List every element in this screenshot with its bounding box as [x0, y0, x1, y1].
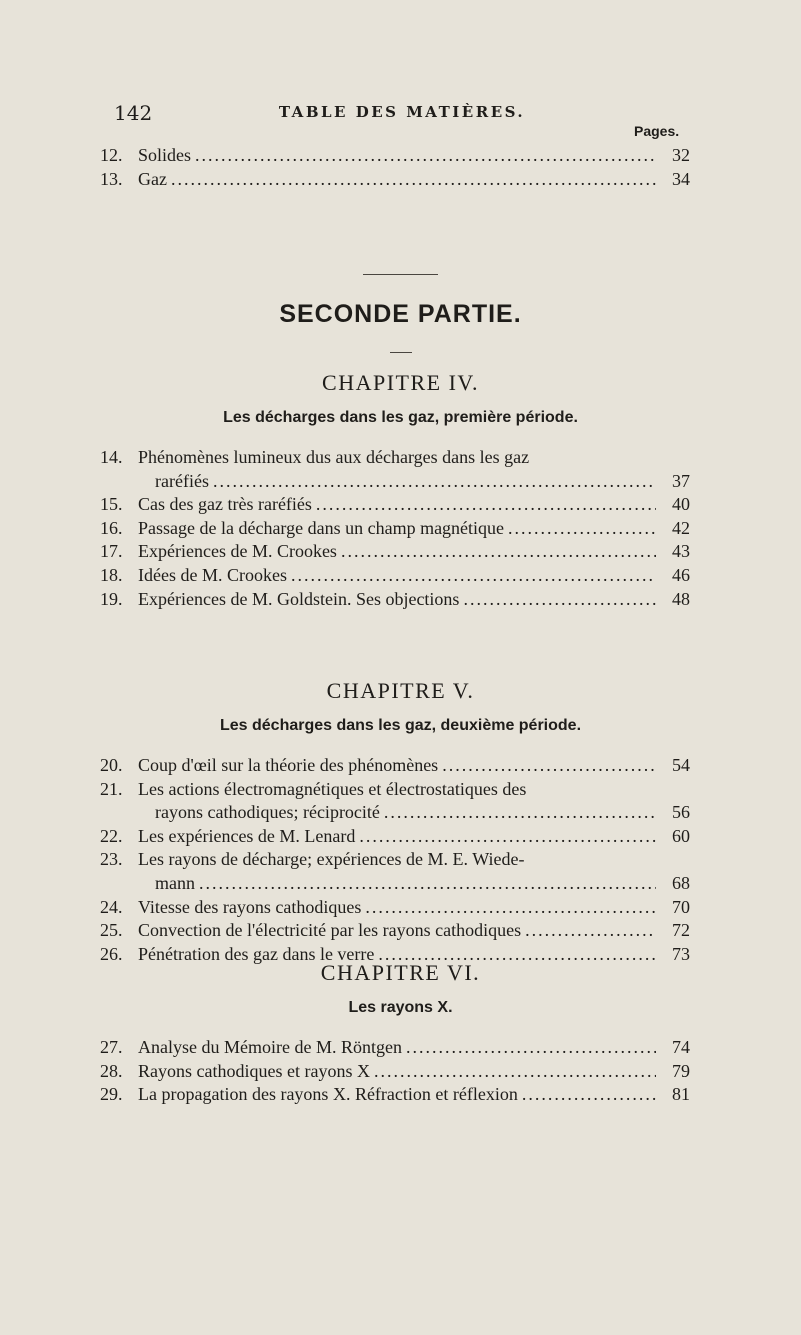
toc-entry-line — [100, 491, 690, 517]
toc-entry-line — [100, 1081, 690, 1107]
toc-entry-title: raréfiés — [155, 470, 209, 491]
toc-entry-number: 24. — [100, 896, 123, 917]
toc-entry-number: 16. — [100, 517, 123, 538]
toc-entry-line — [100, 846, 690, 872]
toc-entry-line — [100, 538, 690, 564]
toc-entry-text — [138, 444, 690, 470]
toc-entry-number: 19. — [100, 588, 123, 609]
toc-entry-title: Idées de M. Crookes — [138, 565, 287, 585]
toc-entry-line — [100, 515, 690, 541]
toc-entry-number: 23. — [100, 849, 123, 870]
toc-entry-line — [100, 562, 690, 588]
toc-entry-title: Phénomènes lumineux dus aux décharges dans les gaz — [138, 447, 530, 467]
leader-dots — [199, 870, 656, 896]
leader-dots — [316, 491, 656, 517]
toc-entry-title: Convection de l'électricité par les rayons cathodiques — [138, 920, 522, 941]
toc-entry-title: Analyse du Mémoire de M. Röntgen — [138, 1037, 402, 1057]
toc-entry-number: 17. — [100, 541, 123, 562]
toc-entry-text — [138, 752, 690, 778]
toc-entry-title: Passage de la décharge dans un champ magnétique — [138, 517, 505, 538]
toc-entry-number: 28. — [100, 1060, 123, 1081]
toc-entry-page: 74 — [672, 1037, 690, 1057]
toc-entry-line — [100, 776, 690, 802]
toc-entry-text — [155, 870, 690, 896]
toc-entry-title: Expériences de M. Crookes — [138, 541, 337, 562]
toc-entry-text — [138, 776, 690, 802]
leader-dots — [508, 515, 656, 541]
divider-rule — [390, 352, 412, 353]
toc-entry-number: 25. — [100, 920, 123, 941]
toc-entry-title: Gaz — [138, 168, 167, 189]
leader-dots — [463, 586, 656, 612]
toc-entry-page: 68 — [672, 873, 690, 893]
leader-dots — [359, 823, 656, 849]
toc-entry-text — [138, 1058, 690, 1084]
chapter-subtitle: Les décharges dans les gaz, première période. — [223, 409, 578, 426]
toc-entry-title: Cas des gaz très raréfiés — [138, 494, 312, 515]
toc-entry-number: 14. — [100, 447, 123, 467]
leader-dots — [291, 562, 656, 588]
leader-dots — [406, 1034, 656, 1060]
toc-entry-line — [100, 586, 690, 612]
toc-entry-page: 37 — [672, 470, 690, 491]
toc-entry-title: Coup d'œil sur la théorie des phénomènes — [138, 755, 439, 775]
toc-entry-text — [138, 894, 690, 920]
leader-dots — [525, 917, 656, 943]
toc-entry-title: Les rayons de décharge; expériences de M. E. Wiede- — [138, 849, 525, 870]
toc-entry-text — [155, 468, 690, 494]
toc-entry-title: Les expériences de M. Lenard — [138, 825, 356, 846]
part-title: SECONDE PARTIE. — [279, 300, 522, 328]
toc-entry-page: 34 — [672, 168, 690, 189]
toc-entry-number: 29. — [100, 1084, 123, 1105]
toc-entry-number: 21. — [100, 778, 123, 799]
toc-entry-number: 12. — [100, 145, 123, 165]
toc-entry-page: 42 — [672, 517, 690, 538]
toc-entry-title: Les actions électromagnétiques et électrostatiques des — [138, 778, 527, 799]
toc-entry-line — [100, 894, 690, 920]
toc-entry-page: 43 — [672, 541, 690, 562]
page-header — [114, 101, 690, 125]
toc-entry-text — [138, 846, 690, 872]
toc-entry-line — [100, 444, 690, 470]
toc-entry-line — [100, 1058, 690, 1084]
leader-dots — [341, 538, 656, 564]
toc-entry-number: 13. — [100, 168, 123, 189]
pages-column-label: Pages. — [634, 123, 680, 139]
leader-dots — [374, 1058, 656, 1084]
toc-entry-line — [100, 142, 690, 168]
toc-entry-number: 20. — [100, 755, 123, 775]
toc-entry-page: 32 — [672, 145, 690, 165]
toc-entry-text — [138, 586, 690, 612]
toc-entry-page: 48 — [672, 588, 690, 609]
divider-rule — [363, 274, 438, 275]
toc-entry-line — [100, 166, 690, 192]
leader-dots — [195, 142, 656, 168]
toc-entry-line — [100, 1034, 690, 1060]
toc-entry-page: 60 — [672, 825, 690, 846]
leader-dots — [171, 166, 656, 192]
chapter-title: CHAPITRE V. — [326, 678, 475, 703]
toc-entry-title: Vitesse des rayons cathodiques — [138, 896, 362, 917]
chapter-title: CHAPITRE IV. — [322, 370, 479, 395]
toc-entry-line — [100, 870, 690, 896]
toc-entry-text — [138, 562, 690, 588]
toc-entry-text — [138, 823, 690, 849]
toc-entry-text — [138, 538, 690, 564]
leader-dots — [522, 1081, 656, 1107]
toc-entry-page: 54 — [672, 755, 690, 775]
toc-entry-title: mann — [155, 873, 195, 893]
leader-dots — [213, 468, 656, 494]
toc-entry-page: 79 — [672, 1060, 690, 1081]
leader-dots — [442, 752, 656, 778]
toc-entry-number: 18. — [100, 565, 123, 585]
toc-entry-text — [138, 917, 690, 943]
toc-entry-title: Expériences de M. Goldstein. Ses objections — [138, 588, 460, 609]
toc-entry-text — [138, 1034, 690, 1060]
toc-entry-line — [100, 468, 690, 494]
toc-entry-page: 72 — [672, 920, 690, 941]
toc-entry-number: 27. — [100, 1037, 123, 1057]
toc-entry-title: rayons cathodiques; réciprocité — [155, 802, 380, 823]
toc-entry-text — [138, 166, 690, 192]
toc-entry-text — [138, 142, 690, 168]
chapter-subtitle: Les décharges dans les gaz, deuxième période. — [219, 717, 582, 734]
toc-entry-line — [100, 917, 690, 943]
toc-entry-page: 56 — [672, 802, 690, 823]
leader-dots — [365, 894, 656, 920]
toc-entry-page: 73 — [672, 943, 690, 964]
toc-entry-number: 26. — [100, 943, 123, 964]
toc-entry-page: 40 — [672, 494, 690, 515]
running-title: TABLE DES MATIÈRES. — [278, 103, 526, 121]
leader-dots — [384, 799, 656, 825]
toc-entry-title: Rayons cathodiques et rayons X — [138, 1060, 370, 1081]
toc-entry-text — [138, 491, 690, 517]
page-number: 142 — [114, 101, 153, 125]
toc-entry-title: La propagation des rayons X. Réfraction et réflexion — [138, 1084, 518, 1105]
chapter-subtitle: Les rayons X. — [348, 999, 453, 1016]
toc-entry-page: 70 — [672, 896, 690, 917]
toc-entry-text — [138, 515, 690, 541]
toc-entry-title: Pénétration des gaz dans le verre — [138, 943, 375, 964]
toc-entry-number: 22. — [100, 825, 123, 846]
toc-entry-text — [138, 1081, 690, 1107]
toc-entry-line — [100, 823, 690, 849]
toc-entry-text — [155, 799, 690, 825]
toc-entry-number: 15. — [100, 494, 123, 515]
toc-entry-page: 46 — [672, 565, 690, 585]
toc-entry-title: Solides — [138, 145, 192, 165]
toc-entry-line — [100, 752, 690, 778]
toc-entry-page: 81 — [672, 1084, 690, 1105]
chapter-title: CHAPITRE VI. — [320, 960, 481, 985]
toc-entry-line — [100, 799, 690, 825]
